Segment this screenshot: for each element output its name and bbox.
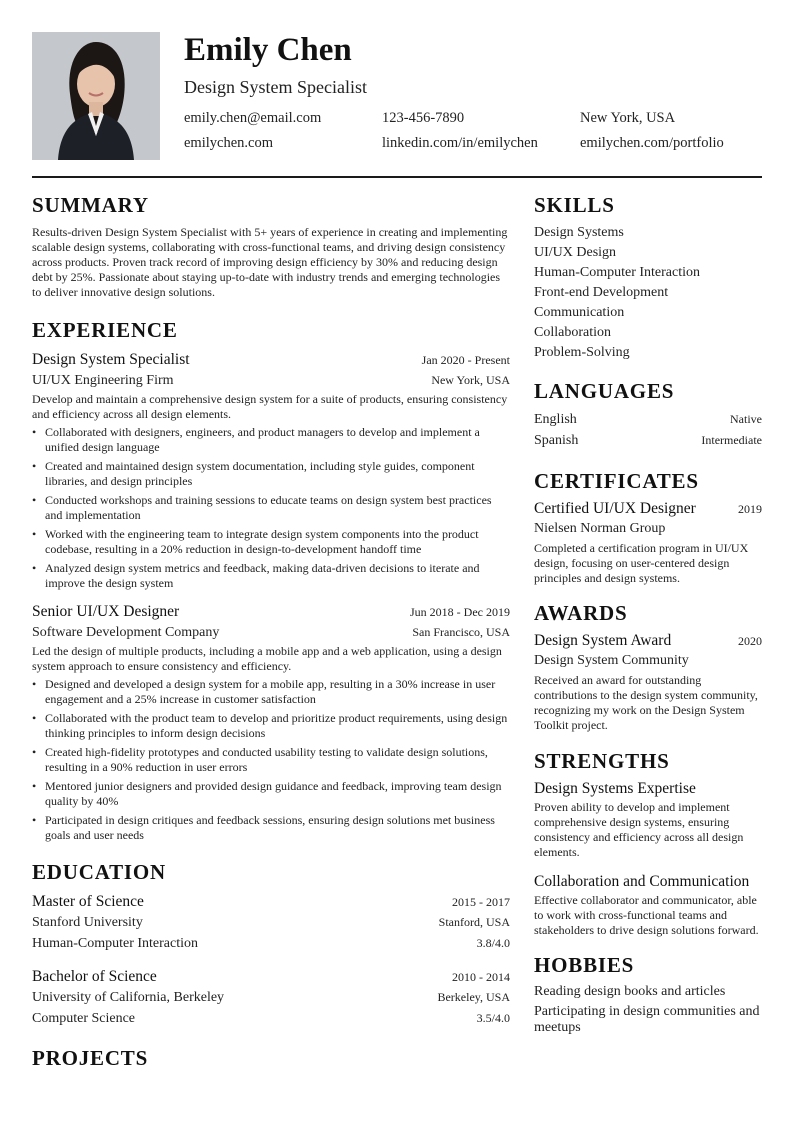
- education-dates: 2015 - 2017: [452, 895, 510, 909]
- certificate-description: Completed a certification program in UI/UX design, focusing on user-centered design principles and design systems.: [534, 541, 749, 585]
- job-location: New York, USA: [431, 373, 510, 387]
- bullet-item: • Created and maintained design system documentation, including style guides, component libraries, and design principles: [32, 459, 510, 489]
- school: Stanford University: [32, 915, 143, 930]
- job-role: Design System Specialist: [32, 351, 190, 368]
- job-company: Software Development Company: [32, 625, 220, 640]
- candidate-name: Emily Chen: [184, 32, 352, 68]
- skill-item: Problem-Solving: [534, 345, 630, 360]
- job-dates: Jan 2020 - Present: [421, 353, 510, 367]
- bullet-item: • Mentored junior designers and provided design guidance and feedback, improving team design quality by 40%: [32, 779, 510, 809]
- experience-item: [32, 602, 510, 843]
- language-level: Native: [730, 412, 762, 426]
- strengths-heading: STRENGTHS: [534, 749, 670, 773]
- gpa: 3.5/4.0: [476, 1011, 510, 1025]
- skill-item: Human-Computer Interaction: [534, 265, 701, 280]
- degree: Bachelor of Science: [32, 968, 157, 985]
- language-name: Spanish: [534, 433, 579, 448]
- bullet-item: • Created high-fidelity prototypes and conducted usability testing to validate design solutions, resulting in a 90% reduction in user errors: [32, 745, 510, 775]
- summary-text: Results-driven Design System Specialist with 5+ years of experience in creating and implementing scalable design systems, collaborating with cross-functional teams, and driving design consistency across products. Proven track record of improving design efficiency by 30% and reducing design debt by 25%. Passionate about staying up-to-date with industry trends and emerging technologies to deliver innovative design solutions.: [32, 225, 508, 299]
- strength-name: Collaboration and Communication: [534, 873, 750, 890]
- job-location: San Francisco, USA: [412, 625, 510, 639]
- bullet-item: • Participated in design critiques and feedback sessions, ensuring design solutions met business goals and user needs: [32, 813, 510, 843]
- education-heading: EDUCATION: [32, 860, 166, 884]
- field-of-study: Computer Science: [32, 1011, 136, 1026]
- skill-item: UI/UX Design: [534, 245, 617, 260]
- bullet-item: • Analyzed design system metrics and feedback, making data-driven decisions to iterate and improve the design system: [32, 561, 510, 591]
- award-year: 2020: [738, 634, 762, 648]
- skills-section: [534, 192, 762, 363]
- skill-item: Collaboration: [534, 325, 611, 340]
- award-description: Received an award for outstanding contributions to the design system community, recognizing my work on the Design System Toolkit project.: [534, 673, 758, 732]
- experience-section: [32, 317, 510, 843]
- languages-section: [534, 378, 762, 451]
- profile-photo: [32, 32, 160, 160]
- strengths-section: [534, 748, 762, 938]
- certificates-heading: CERTIFICATES: [534, 469, 699, 493]
- degree: Master of Science: [32, 893, 144, 910]
- education-section: [32, 859, 510, 1029]
- summary-section: [32, 192, 510, 300]
- job-description: Develop and maintain a comprehensive design system for a suite of products, ensuring consistency and efficiency across all design elements.: [32, 392, 508, 421]
- right-column: [534, 192, 762, 1036]
- bullet-item: • Conducted workshops and training sessions to educate teams on design system best practices and implementation: [32, 493, 510, 523]
- projects-section: [32, 1045, 510, 1071]
- job-role: Senior UI/UX Designer: [32, 603, 180, 620]
- certificate-name: Certified UI/UX Designer: [534, 500, 696, 517]
- hobbies-section: [534, 952, 762, 1036]
- experience-heading: EXPERIENCE: [32, 318, 178, 342]
- job-description: Led the design of multiple products, including a mobile app and a web application, using a design system approach to ensure consistency and efficiency.: [32, 644, 502, 673]
- certificate-issuer: Nielsen Norman Group: [534, 521, 666, 536]
- education-item: [32, 967, 510, 1029]
- experience-item: [32, 350, 510, 591]
- job-company: UI/UX Engineering Firm: [32, 373, 174, 388]
- school-location: Stanford, USA: [438, 915, 510, 929]
- contact-linkedin[interactable]: linkedin.com/in/emilychen: [382, 135, 538, 151]
- education-item: [32, 892, 510, 954]
- bullet-item: • Worked with the engineering team to integrate design system components into the product codebase, resulting in a 20% reduction in design-to-development handoff time: [32, 527, 510, 557]
- contact-website[interactable]: emilychen.com: [184, 135, 273, 151]
- skill-item: Front-end Development: [534, 285, 669, 300]
- header-divider: [32, 176, 762, 178]
- job-dates: Jun 2018 - Dec 2019: [410, 605, 510, 619]
- strength-description: Proven ability to develop and implement comprehensive design systems, ensuring consistency and efficiency across all design elements.: [534, 800, 744, 859]
- school: University of California, Berkeley: [32, 990, 225, 1005]
- bullet-item: • Collaborated with designers, engineers, and product managers to develop and implement a unified design language: [32, 425, 510, 455]
- contact-portfolio[interactable]: emilychen.com/portfolio: [580, 135, 724, 151]
- contact-phone[interactable]: 123-456-7890: [382, 110, 465, 126]
- skill-item: Design Systems: [534, 225, 624, 240]
- job-bullets: [32, 425, 510, 591]
- certificates-section: [534, 468, 762, 586]
- job-bullets: [32, 677, 510, 843]
- awards-heading: AWARDS: [534, 601, 628, 625]
- summary-heading: SUMMARY: [32, 193, 149, 217]
- language-level: Intermediate: [701, 433, 762, 447]
- skill-item: Communication: [534, 305, 625, 320]
- left-column: [32, 192, 510, 1071]
- strength-description: Effective collaborator and communicator, able to work with cross-functional teams and stakeholders to drive design solutions forward.: [534, 893, 759, 937]
- field-of-study: Human-Computer Interaction: [32, 936, 199, 951]
- award-issuer: Design System Community: [534, 653, 689, 668]
- contact-location: New York, USA: [580, 110, 676, 126]
- award-name: Design System Award: [534, 632, 672, 649]
- bullet-item: • Collaborated with the product team to develop and prioritize product requirements, using design thinking principles to inform design decisions: [32, 711, 510, 741]
- school-location: Berkeley, USA: [437, 990, 510, 1004]
- awards-section: [534, 600, 762, 733]
- bullet-item: • Designed and developed a design system for a mobile app, resulting in a 30% increase in user engagement and a 25% increase in customer satisfaction: [32, 677, 510, 707]
- languages-heading: LANGUAGES: [534, 379, 675, 403]
- hobby-item: Participating in design communities and meetups: [534, 1004, 760, 1035]
- certificate-year: 2019: [738, 502, 762, 516]
- portrait-image: [32, 32, 160, 160]
- language-name: English: [534, 412, 577, 427]
- skills-heading: SKILLS: [534, 193, 615, 217]
- candidate-title: Design System Specialist: [184, 77, 367, 97]
- hobbies-heading: HOBBIES: [534, 953, 635, 977]
- hobby-item: Reading design books and articles: [534, 984, 726, 999]
- gpa: 3.8/4.0: [476, 936, 510, 950]
- contact-email[interactable]: emily.chen@email.com: [184, 110, 322, 126]
- projects-heading: PROJECTS: [32, 1046, 149, 1070]
- strength-name: Design Systems Expertise: [534, 780, 696, 797]
- education-dates: 2010 - 2014: [452, 970, 510, 984]
